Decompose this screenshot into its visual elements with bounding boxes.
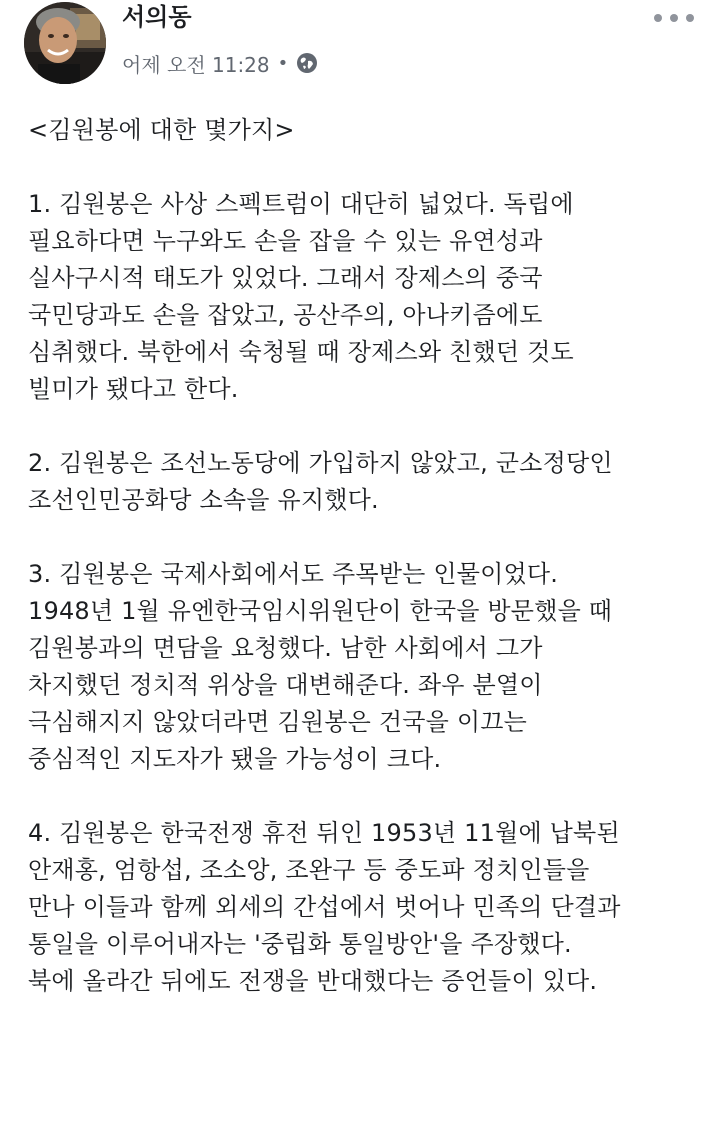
text-line: 3. 김원봉은 국제사회에서도 주목받는 인물이었다.	[28, 560, 559, 588]
more-options-button[interactable]	[654, 10, 694, 26]
text-line: 북에 올라간 뒤에도 전쟁을 반대했다는 증언들이 있다.	[28, 967, 598, 995]
more-dots-icon	[686, 14, 694, 22]
text-line: 2. 김원봉은 조선노동당에 가입하지 않았고, 군소정당인	[28, 449, 613, 477]
text-line: 실사구시적 태도가 있었다. 그래서 장제스의 중국	[28, 264, 543, 292]
text-line: 만나 이들과 함께 외세의 간섭에서 벗어나 민족의 단결과	[28, 893, 621, 921]
paragraph-spacer	[28, 149, 708, 186]
text-line: 통일을 이루어내자는 '중립화 통일방안'을 주장했다.	[28, 930, 572, 958]
text-line: 중심적인 지도자가 됐을 가능성이 크다.	[28, 745, 442, 773]
text-line: 심취했다. 북한에서 숙청될 때 장제스와 친했던 것도	[28, 338, 574, 366]
post-title: <김원봉에 대한 몇가지>	[28, 116, 295, 144]
paragraph-1	[28, 186, 708, 408]
text-line: 김원봉과의 면담을 요청했다. 남한 사회에서 그가	[28, 634, 543, 662]
paragraph-4	[28, 815, 708, 1000]
globe-icon[interactable]	[296, 52, 318, 74]
more-dots-icon	[670, 14, 678, 22]
meta-separator: •	[277, 52, 289, 74]
paragraph-spacer	[28, 519, 708, 556]
post-header	[0, 0, 720, 92]
text-line: 극심해지지 않았더라면 김원봉은 건국을 이끄는	[28, 708, 527, 736]
post-meta	[122, 48, 318, 78]
post-timestamp[interactable]: 어제 오전 11:28	[122, 52, 270, 77]
post-body	[28, 112, 708, 1000]
text-line: 4. 김원봉은 한국전쟁 휴전 뒤인 1953년 11월에 납북된	[28, 819, 620, 847]
paragraph-2	[28, 445, 708, 519]
paragraph-spacer	[28, 778, 708, 815]
text-line: 1. 김원봉은 사상 스펙트럼이 대단히 넓었다. 독립에	[28, 190, 574, 218]
text-line: 안재홍, 엄항섭, 조소앙, 조완구 등 중도파 정치인들을	[28, 856, 590, 884]
text-line: 국민당과도 손을 잡았고, 공산주의, 아나키즘에도	[28, 301, 543, 329]
text-line: 1948년 1월 유엔한국임시위원단이 한국을 방문했을 때	[28, 597, 613, 625]
author-avatar[interactable]	[24, 2, 106, 84]
text-line: 빌미가 됐다고 한다.	[28, 375, 239, 403]
author-name[interactable]: 서의동	[122, 3, 192, 31]
text-line: 차지했던 정치적 위상을 대변해준다. 좌우 분열이	[28, 671, 543, 699]
text-line: 필요하다면 누구와도 손을 잡을 수 있는 유연성과	[28, 227, 543, 255]
avatar-photo	[24, 2, 106, 84]
text-line: 조선인민공화당 소속을 유지했다.	[28, 486, 379, 514]
paragraph-3	[28, 556, 708, 778]
paragraph-spacer	[28, 408, 708, 445]
more-dots-icon	[654, 14, 662, 22]
